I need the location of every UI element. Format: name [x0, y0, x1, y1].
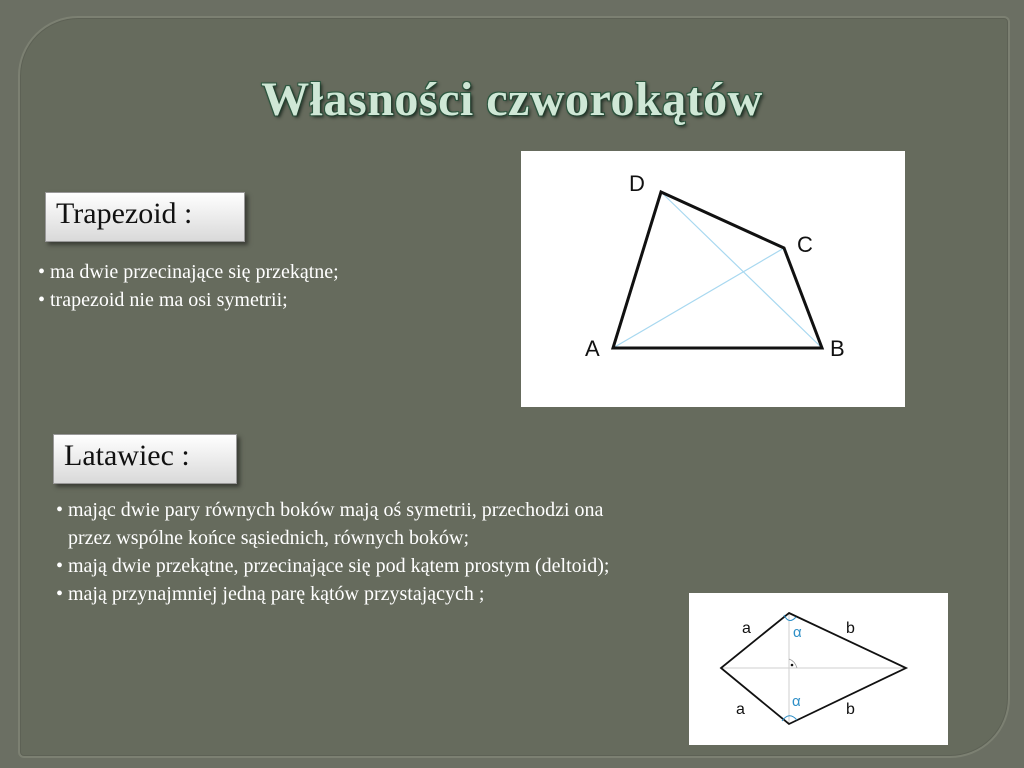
trapezoid-bullet-list — [38, 258, 339, 314]
vertex-label-b: B — [830, 336, 845, 361]
angle-label-alpha-top: α — [793, 624, 802, 641]
list-item: • mają dwie przekątne, przecinające się pod kątem prostym (deltoid); — [56, 555, 610, 577]
trapezoid-diagram — [521, 151, 905, 407]
kite-bullet-list — [56, 496, 609, 608]
trapezoid-figure — [521, 151, 905, 407]
diagonal-db — [661, 192, 822, 348]
list-item: • mając dwie pary równych boków mają oś symetrii, przechodzi ona — [56, 499, 604, 521]
right-angle-mark — [789, 659, 797, 668]
list-item: przez wspólne końce sąsiednich, równych boków; — [68, 527, 469, 549]
kite-label: Latawiec : — [53, 434, 237, 484]
side-label-b-bottom: b — [846, 701, 855, 718]
list-item: • ma dwie przecinające się przekątne; — [38, 261, 339, 283]
side-label-a-bottom: a — [736, 701, 745, 718]
slide-title: Własności czworokątów — [261, 73, 763, 126]
vertex-label-a: A — [585, 336, 600, 361]
vertex-label-d: D — [629, 171, 645, 196]
trapezoid-label: Trapezoid : — [45, 192, 245, 242]
kite-diagram — [689, 593, 948, 745]
list-item: • mają przynajmniej jedną parę kątów przystających ; — [56, 583, 485, 605]
vertex-label-c: C — [797, 232, 813, 257]
side-label-b-top: b — [846, 620, 855, 637]
trapezoid-shape — [613, 192, 822, 348]
kite-figure — [689, 593, 948, 745]
right-angle-dot — [791, 664, 794, 667]
angle-label-alpha-bottom: α — [792, 693, 801, 710]
side-label-a-top: a — [742, 620, 751, 637]
list-item: • trapezoid nie ma osi symetrii; — [38, 289, 288, 311]
